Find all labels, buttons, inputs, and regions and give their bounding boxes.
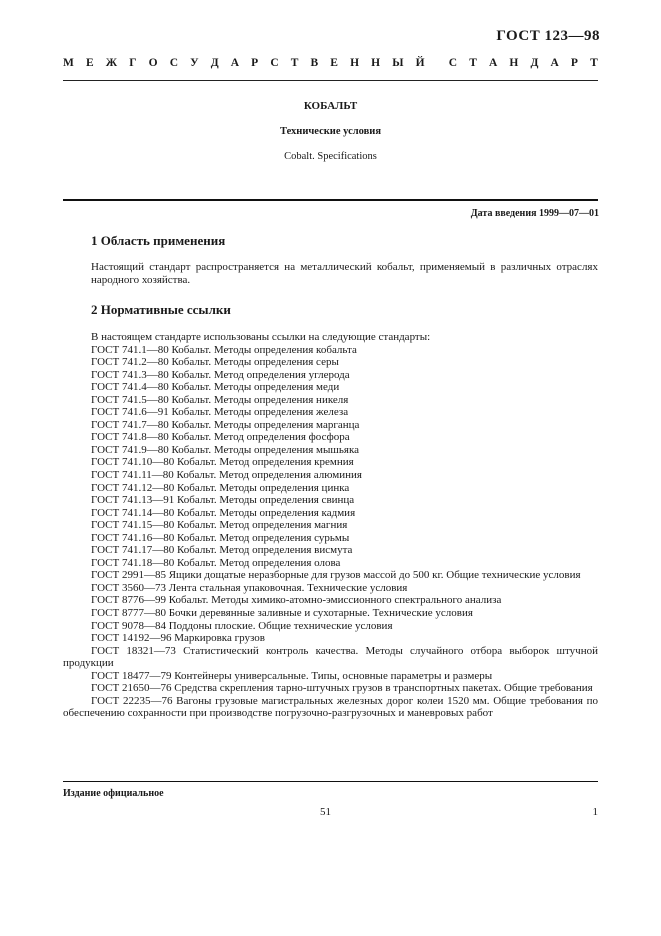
reference-item: ГОСТ 741.5—80 Кобальт. Методы определения никеля xyxy=(91,393,349,406)
reference-item: ГОСТ 741.9—80 Кобальт. Методы определения мышьяка xyxy=(91,443,360,456)
references-list xyxy=(63,331,598,720)
references-intro: В настоящем стандарте использованы ссылки на следующие стандарты: xyxy=(91,331,431,343)
reference-item: ГОСТ 2991—85 Ящики дощатые неразборные для грузов массой до 500 кг. Общие технические условия xyxy=(91,569,581,582)
section-1-paragraph: Настоящий стандарт распространяется на металлический кобальт, применяемый в различных отраслях народного хозяйства. xyxy=(91,261,598,286)
reference-item: ГОСТ 3560—73 Лента стальная упаковочная. Технические условия xyxy=(91,581,408,594)
banner-letter: Е xyxy=(85,57,94,69)
reference-item: ГОСТ 8777—80 Бочки деревянные заливные и сухотарные. Технические условия xyxy=(91,607,473,620)
banner-letter: Р xyxy=(251,57,259,69)
banner-letter: Ж xyxy=(105,57,118,69)
banner-letter: С xyxy=(169,57,179,69)
reference-item: ГОСТ 14192—96 Маркировка грузов xyxy=(91,632,265,645)
reference-item: ГОСТ 741.1—80 Кобальт. Методы определения кобальта xyxy=(91,343,357,356)
reference-item: ГОСТ 741.2—80 Кобальт. Методы определения серы xyxy=(91,356,339,369)
reference-item: ГОСТ 18321—73 Статистический контроль качества. Методы случайного отбора выборок штучной продукции xyxy=(63,644,598,670)
reference-item: ГОСТ 741.8—80 Кобальт. Метод определения фосфора xyxy=(91,431,350,444)
section-1-heading: 1 Область применения xyxy=(91,233,226,248)
reference-item: ГОСТ 741.18—80 Кобальт. Метод определения олова xyxy=(91,556,341,569)
reference-item: ГОСТ 741.3—80 Кобальт. Метод определения углерода xyxy=(91,368,350,381)
reference-item: ГОСТ 741.12—80 Кобальт. Методы определения цинка xyxy=(91,481,350,494)
reference-item: ГОСТ 22235—76 Вагоны грузовые магистральных железных дорог колеи 1520 мм. Общие требования по обеспечению сохранности при производстве погрузочно-разгрузочных и маневровых работ xyxy=(63,694,598,720)
reference-item: ГОСТ 741.16—80 Кобальт. Метод определения сурьмы xyxy=(91,531,350,544)
reference-item: ГОСТ 741.6—91 Кобальт. Методы определения железа xyxy=(91,406,349,419)
banner-letter: Р xyxy=(570,57,578,69)
page-number-right: 1 xyxy=(592,806,598,818)
banner-letter: А xyxy=(488,57,498,69)
document-title: КОБАЛЬТ xyxy=(303,100,358,112)
banner-letter: В xyxy=(310,57,319,69)
reference-item: ГОСТ 21650—76 Средства скрепления тарно-штучных грузов в транспортных пакетах. Общие требования xyxy=(91,682,593,695)
reference-item: ГОСТ 741.7—80 Кобальт. Методы определения марганца xyxy=(91,418,360,431)
banner-letter: Т xyxy=(290,57,299,69)
reference-item: ГОСТ 18477—79 Контейнеры универсальные. Типы, основные параметры и размеры xyxy=(91,669,493,682)
page-number-center: 51 xyxy=(320,806,331,818)
banner-letter: С xyxy=(270,57,279,69)
reference-item: ГОСТ 741.13—91 Кобальт. Методы определения свинца xyxy=(91,494,355,507)
banner-letter: Н xyxy=(371,57,381,69)
banner-letter: С xyxy=(448,57,458,69)
banner-letter: Т xyxy=(469,57,477,69)
reference-item: ГОСТ 741.14—80 Кобальт. Методы определения кадмия xyxy=(91,506,356,519)
banner-letter: Н xyxy=(509,57,519,69)
reference-item: ГОСТ 741.11—80 Кобальт. Метод определения алюминия xyxy=(91,469,362,482)
standard-banner xyxy=(63,57,598,69)
banner-letter: А xyxy=(550,57,559,69)
official-edition-label: Издание официальное xyxy=(63,788,164,799)
reference-item: ГОСТ 741.10—80 Кобальт. Метод определения кремния xyxy=(91,456,354,469)
banner-letter: М xyxy=(63,57,74,69)
document-subtitle: Технические условия xyxy=(279,126,382,137)
banner-letter: Е xyxy=(330,57,338,69)
banner-letter: Т xyxy=(590,57,598,69)
title-rule xyxy=(63,199,598,201)
footer-rule xyxy=(63,781,598,782)
banner-letter: Й xyxy=(415,57,425,69)
reference-item: ГОСТ 8776—99 Кобальт. Методы химико-атомно-эмиссионного спектрального анализа xyxy=(91,594,502,607)
gost-code: ГОСТ 123—98 xyxy=(496,28,600,44)
english-title: Cobalt. Specifications xyxy=(284,151,377,162)
reference-item: ГОСТ 741.4—80 Кобальт. Методы определения меди xyxy=(91,381,340,394)
banner-letter: Ы xyxy=(392,57,404,69)
banner-letter: О xyxy=(148,57,158,69)
reference-item: ГОСТ 741.17—80 Кобальт. Метод определения висмута xyxy=(91,544,353,557)
banner-letter: У xyxy=(190,57,199,69)
section-2-heading: 2 Нормативные ссылки xyxy=(91,302,231,317)
reference-item: ГОСТ 9078—84 Поддоны плоские. Общие технические условия xyxy=(91,619,393,632)
banner-letter: Д xyxy=(530,57,539,69)
effective-date: Дата введения 1999—07—01 xyxy=(470,208,599,219)
banner-letter: А xyxy=(230,57,240,69)
banner-letter: Г xyxy=(129,57,137,69)
header-rule xyxy=(63,80,598,81)
section-1-text xyxy=(63,261,598,286)
banner-letter: Н xyxy=(350,57,360,69)
banner-letter: Д xyxy=(210,57,219,69)
reference-item: ГОСТ 741.15—80 Кобальт. Метод определения магния xyxy=(91,519,348,532)
